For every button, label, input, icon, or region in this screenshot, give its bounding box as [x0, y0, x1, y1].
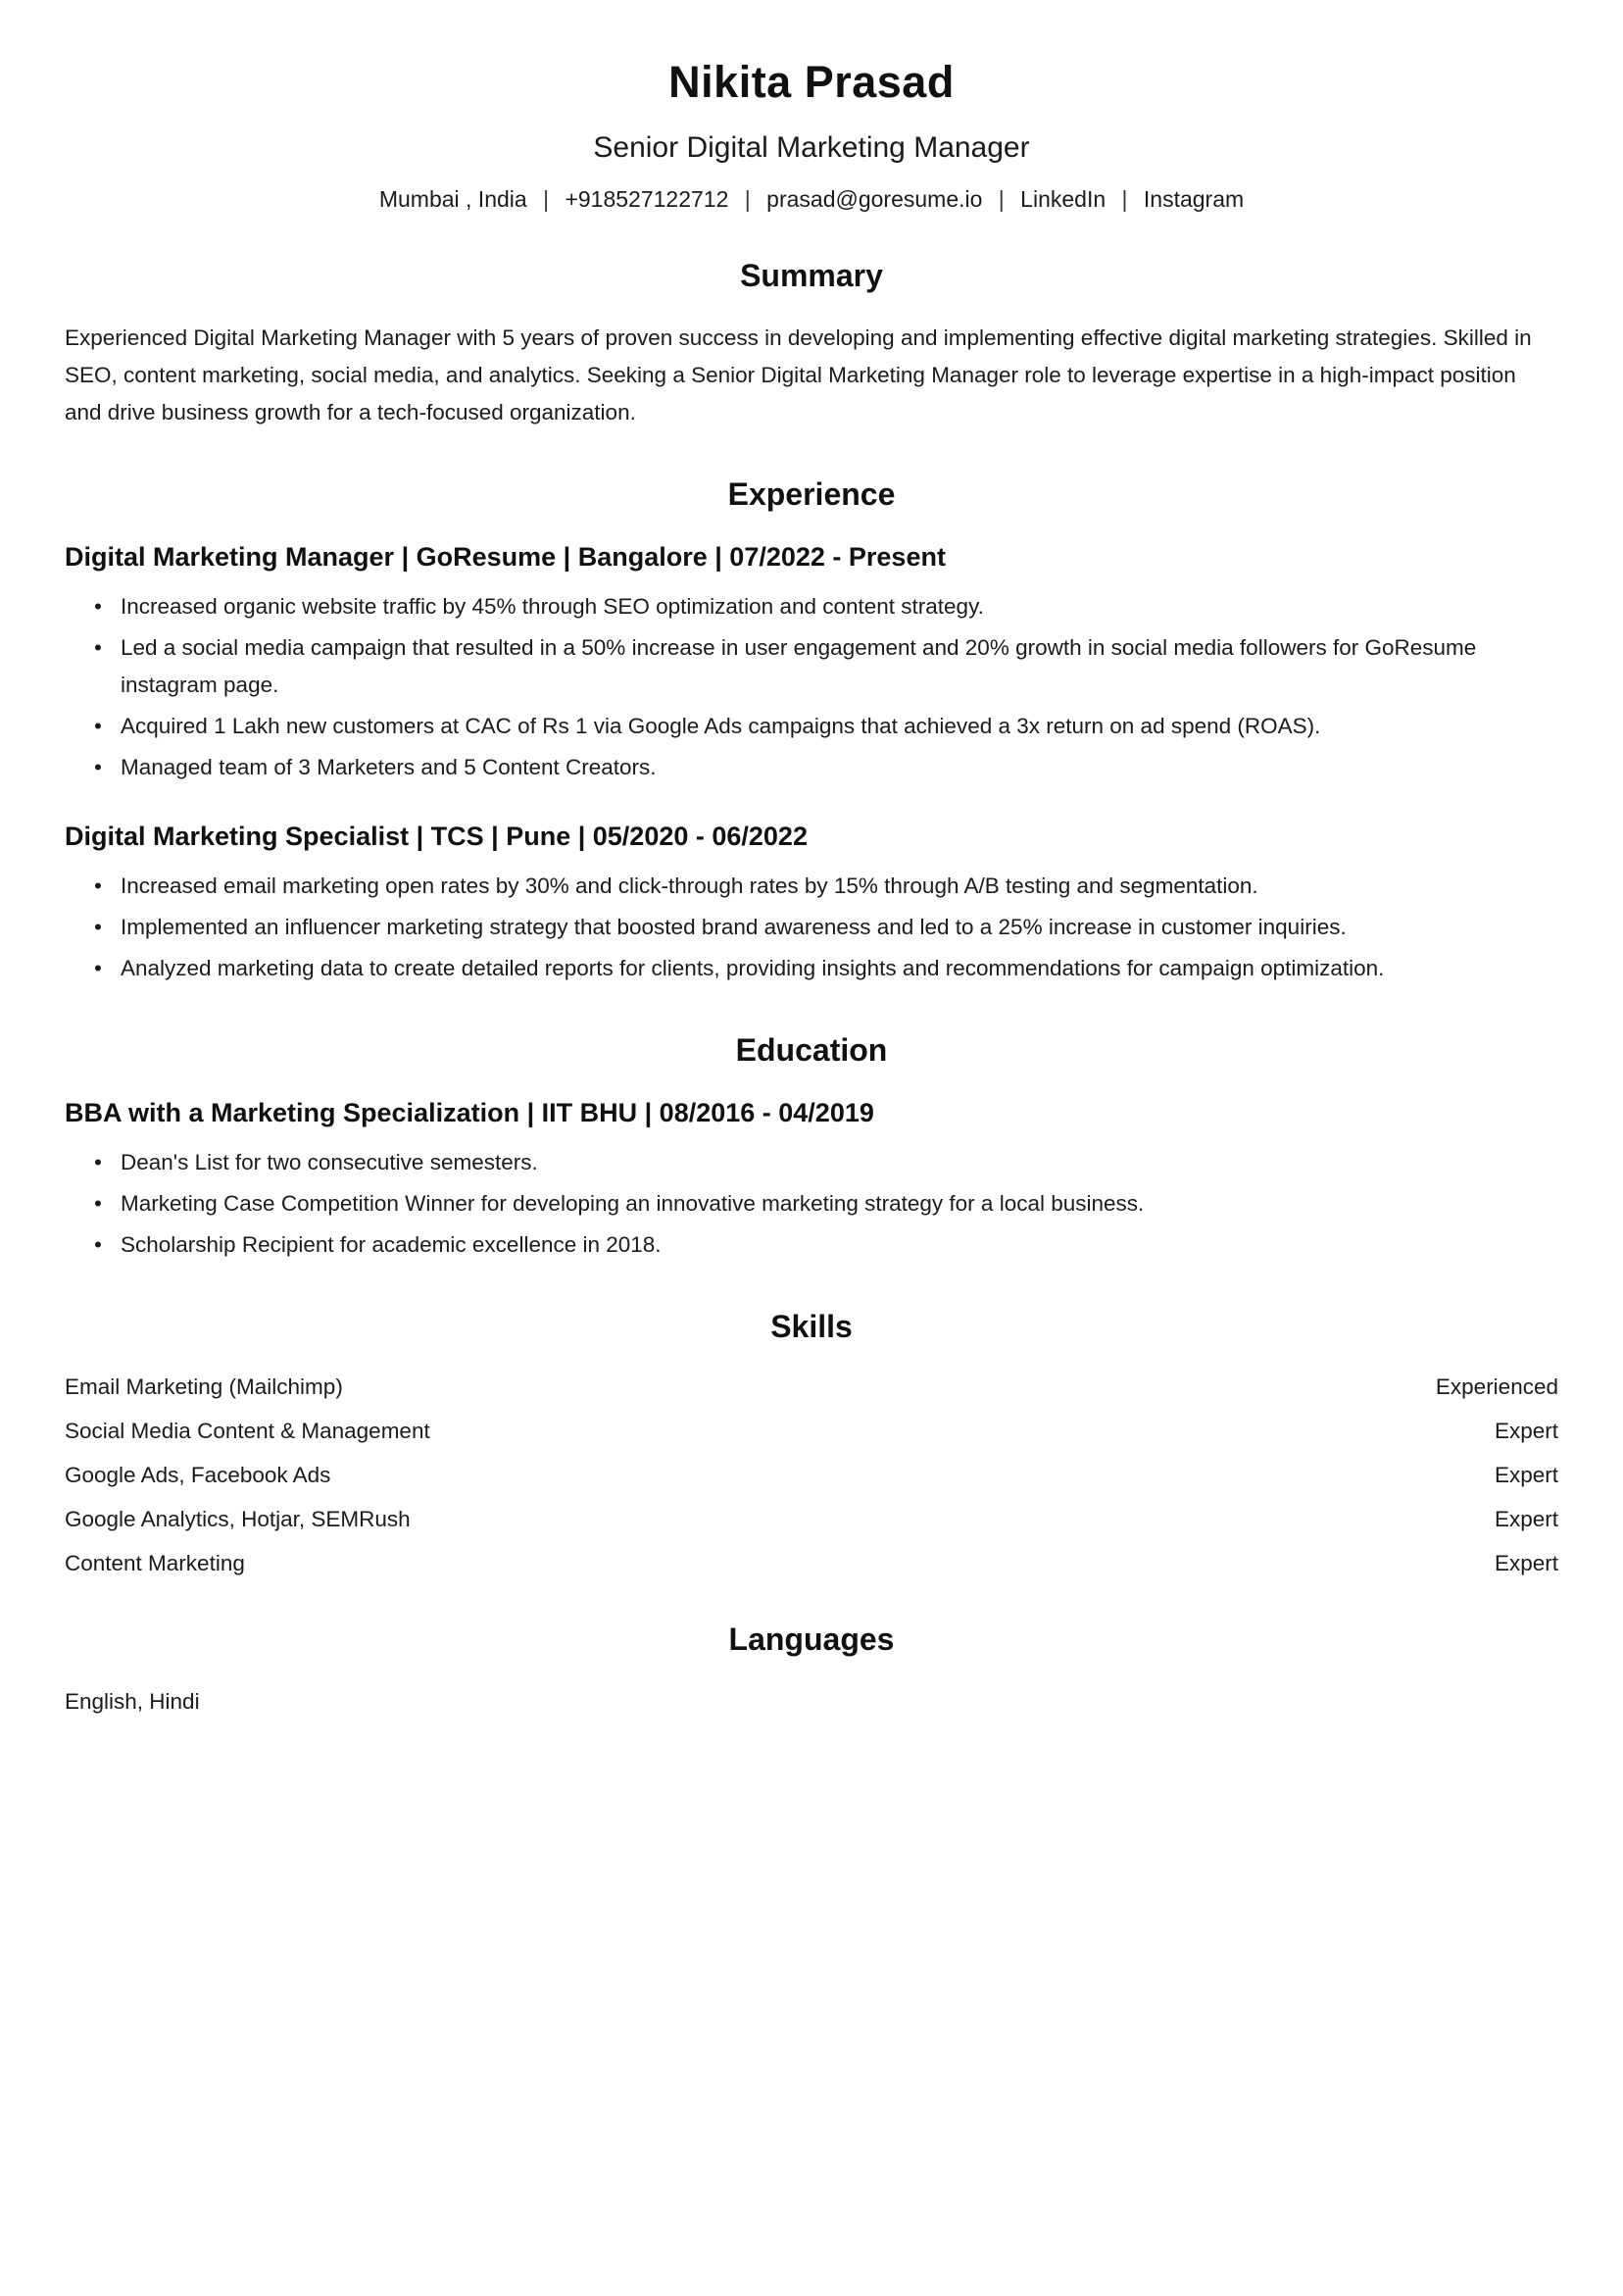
instagram-link[interactable]: Instagram	[1143, 186, 1245, 212]
job-bullet-list	[65, 868, 1558, 987]
skill-level: Experienced	[1435, 1374, 1558, 1399]
contact-line	[65, 186, 1558, 213]
resume-header	[65, 57, 1558, 213]
job-bullet-list	[65, 588, 1558, 786]
job-bullet: • Implemented an influencer marketing strategy that boosted brand awareness and led to a 25% increase in customer inquiries.	[121, 909, 1558, 946]
skill-row	[65, 1507, 1558, 1532]
skill-name: Content Marketing	[65, 1551, 245, 1575]
contact-separator: |	[1121, 186, 1128, 212]
job-bullet: • Analyzed marketing data to create detailed reports for clients, providing insights and recommendations for campaign optimization.	[121, 950, 1558, 987]
education-heading: Education	[735, 1032, 888, 1068]
experience-entry	[65, 822, 1558, 987]
experience-heading: Experience	[727, 476, 896, 512]
skills-section	[65, 1309, 1558, 1576]
skill-name: Google Analytics, Hotjar, SEMRush	[65, 1507, 411, 1531]
skills-heading: Skills	[770, 1309, 853, 1344]
candidate-title: Senior Digital Marketing Manager	[593, 131, 1030, 164]
contact-separator: |	[998, 186, 1005, 212]
skill-name: Email Marketing (Mailchimp)	[65, 1374, 343, 1399]
skills-list	[65, 1374, 1558, 1576]
skill-name: Google Ads, Facebook Ads	[65, 1463, 331, 1487]
skill-level: Expert	[1494, 1419, 1558, 1443]
contact-separator: |	[744, 186, 751, 212]
skill-level: Expert	[1494, 1551, 1558, 1575]
candidate-name: Nikita Prasad	[668, 57, 955, 107]
skill-row	[65, 1419, 1558, 1444]
job-bullet: • Acquired 1 Lakh new customers at CAC of Rs 1 via Google Ads campaigns that achieved a 3x return on ad spend (ROAS).	[121, 708, 1558, 745]
skill-row	[65, 1463, 1558, 1488]
job-title: Digital Marketing Specialist | TCS | Pune | 05/2020 - 06/2022	[65, 822, 808, 851]
degree-bullet-list	[65, 1144, 1558, 1264]
job-bullet: • Increased organic website traffic by 45% through SEO optimization and content strategy.	[121, 588, 1558, 625]
contact-location: Mumbai , India	[378, 186, 527, 212]
contact-phone: +918527122712	[565, 186, 729, 212]
skill-level: Expert	[1494, 1507, 1558, 1531]
degree-bullet: • Scholarship Recipient for academic excellence in 2018.	[121, 1226, 1558, 1264]
job-title: Digital Marketing Manager | GoResume | Bangalore | 07/2022 - Present	[65, 542, 946, 572]
degree-bullet: • Marketing Case Competition Winner for developing an innovative marketing strategy for a local business.	[121, 1185, 1558, 1223]
job-bullet: • Led a social media campaign that resulted in a 50% increase in user engagement and 20% growth in social media followers for GoResume instagram page.	[121, 629, 1558, 704]
summary-heading: Summary	[740, 258, 883, 293]
education-entry	[65, 1098, 1558, 1264]
skill-name: Social Media Content & Management	[65, 1419, 430, 1443]
skill-row	[65, 1374, 1558, 1400]
skill-row	[65, 1551, 1558, 1576]
skill-level: Expert	[1494, 1463, 1558, 1487]
summary-text: Experienced Digital Marketing Manager with 5 years of proven success in developing and implementing effective digital marketing strategies. Skilled in SEO, content marketing, social media, and analytics. Seeking a Senior Digital Marketing Manager role to leverage expertise in a high-impact position and drive business growth for a tech-focused organization.	[65, 325, 1532, 424]
job-bullet: • Increased email marketing open rates by 30% and click-through rates by 15% through A/B testing and segmentation.	[121, 868, 1558, 905]
degree-title: BBA with a Marketing Specialization | IIT BHU | 08/2016 - 04/2019	[65, 1098, 874, 1127]
languages-section	[65, 1622, 1558, 1717]
summary-section	[65, 258, 1558, 431]
degree-bullet: • Dean's List for two consecutive semesters.	[121, 1144, 1558, 1181]
languages-text: English, Hindi	[65, 1689, 200, 1714]
job-bullet: • Managed team of 3 Marketers and 5 Content Creators.	[121, 749, 1558, 786]
education-section	[65, 1032, 1558, 1264]
contact-separator: |	[543, 186, 550, 212]
languages-heading: Languages	[728, 1622, 895, 1657]
experience-entry	[65, 542, 1558, 786]
contact-email: prasad@goresume.io	[766, 186, 983, 212]
linkedin-link[interactable]: LinkedIn	[1020, 186, 1107, 212]
experience-section	[65, 476, 1558, 987]
